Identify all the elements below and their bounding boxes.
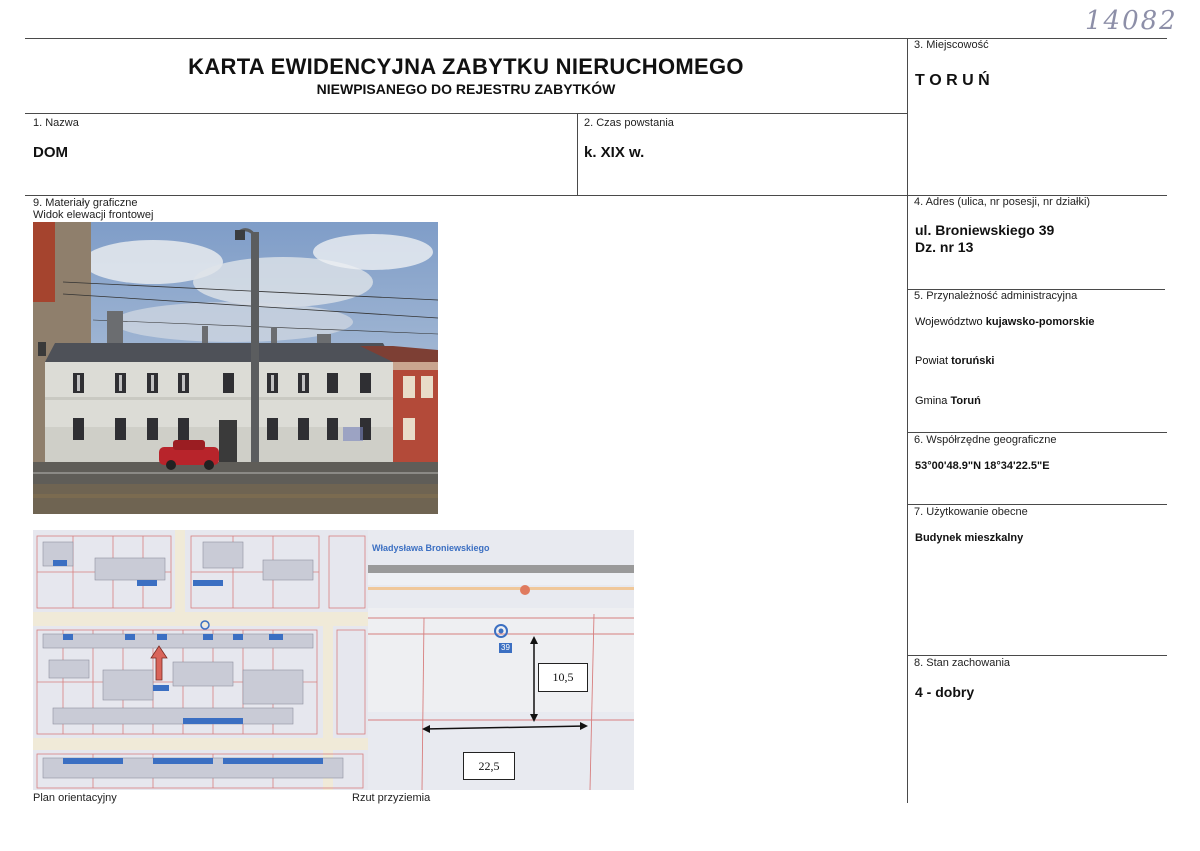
field-miejscowosc-label: 3. Miejscowość [914, 39, 989, 51]
field-stan-value: 4 - dobry [915, 684, 975, 700]
street-label: Władysława Broniewskiego [372, 543, 490, 553]
field-wspolrzedne-value: 53°00'48.9"N 18°34'22.5"E [915, 460, 1050, 472]
wojewodztwo-value: kujawsko-pomorskie [985, 316, 1095, 328]
floor-plan-map [368, 530, 634, 790]
photo-caption: Widok elewacji frontowej [33, 209, 154, 221]
right-line-7 [907, 504, 1167, 505]
field-przynaleznosc-label: 5. Przynależność administracyjna [914, 290, 1078, 302]
archive-number: 14082 [1085, 6, 1178, 36]
title-bottom-line [25, 113, 907, 114]
field-nazwa-label: 1. Nazwa [33, 117, 79, 129]
field-wojewodztwo [915, 316, 1095, 328]
field-uzytkowanie-value: Budynek mieszkalny [915, 532, 1024, 544]
document-subtitle: NIEWPISANEGO DO REJESTRU ZABYTKÓW [316, 81, 616, 97]
plan-caption: Plan orientacyjny [33, 792, 117, 804]
dimension-height-box: 10,5 [538, 663, 588, 692]
dimension-width-box: 22,5 [463, 752, 515, 780]
orientation-plan-map [33, 530, 368, 790]
facade-photo [33, 222, 438, 514]
powiat-value: toruński [951, 355, 995, 367]
plot-number-badge: 39 [501, 643, 510, 652]
document-title: KARTA EWIDENCYJNA ZABYTKU NIERUCHOMEGO [188, 54, 744, 79]
field-wspolrzedne-label: 6. Współrzędne geograficzne [914, 434, 1057, 446]
col-divider-main [907, 38, 908, 803]
field-gmina [915, 395, 981, 407]
field-czas-label: 2. Czas powstania [584, 117, 674, 129]
wojewodztwo-prefix: Województwo [915, 316, 983, 328]
right-line-8 [907, 655, 1167, 656]
field-miejscowosc-value: T O R U Ń [915, 72, 990, 89]
right-line-6 [907, 432, 1167, 433]
rzut-caption: Rzut przyziemia [352, 792, 431, 804]
gmina-value: Toruń [950, 395, 981, 407]
field-powiat [915, 355, 995, 367]
field-adres-label: 4. Adres (ulica, nr posesji, nr działki) [914, 196, 1091, 208]
field-materialy-label: 9. Materiały graficzne [33, 197, 138, 209]
field-uzytkowanie-label: 7. Użytkowanie obecne [914, 506, 1028, 518]
field-czas-value: k. XIX w. [584, 144, 645, 161]
col-divider-row1 [577, 113, 578, 195]
top-border [25, 38, 1167, 39]
field-nazwa-value: DOM [33, 144, 68, 161]
field-adres-street: ul. Broniewskiego 39 [915, 222, 1055, 238]
powiat-prefix: Powiat [915, 355, 949, 367]
gmina-prefix: Gmina [915, 395, 948, 407]
field-stan-label: 8. Stan zachowania [914, 657, 1011, 669]
field-adres-plot: Dz. nr 13 [915, 239, 974, 255]
